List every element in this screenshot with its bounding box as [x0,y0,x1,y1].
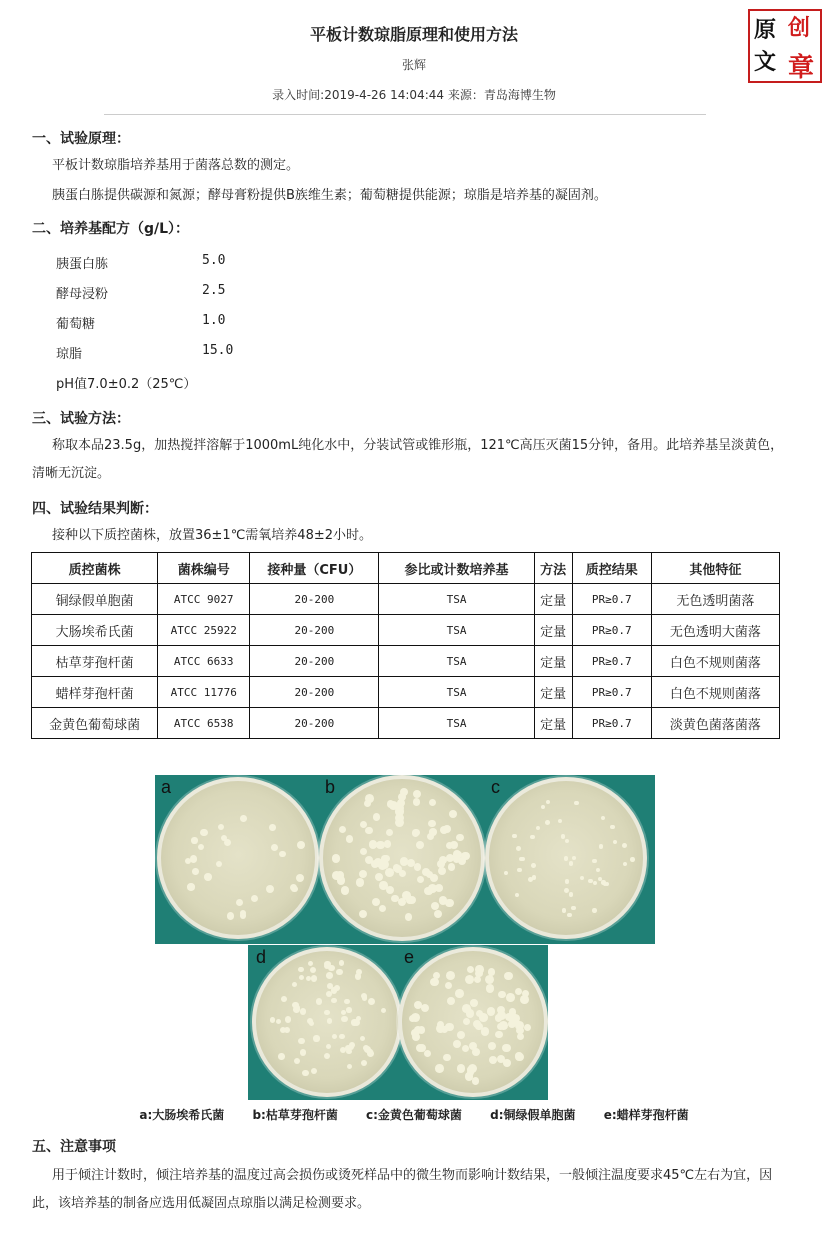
table-cell: 枯草芽孢杆菌 [32,646,158,677]
colony [462,1045,469,1052]
colony [485,975,494,984]
section-heading-results: 四、试验结果判断： [32,501,158,517]
stamp-char-2: 创 [788,15,811,41]
table-cell: 定量 [534,615,572,646]
colony [324,1053,331,1060]
table-header-cell: 质控菌株 [32,553,158,584]
colony [511,1014,518,1021]
colony [337,876,345,884]
colony [465,975,474,984]
colony [221,835,227,841]
colony [218,824,224,830]
colony [341,1016,348,1023]
colony [545,820,550,825]
colony [466,1009,475,1018]
table-cell: ATCC 6538 [158,708,250,739]
table-cell: TSA [379,646,534,677]
formula-name: 胰蛋白胨 [56,257,109,272]
colony [580,876,584,880]
colony [313,1035,319,1041]
table-cell: PR≥0.7 [572,708,651,739]
colony [368,998,375,1005]
colony [326,972,333,979]
colony [470,999,478,1007]
colony [516,846,521,851]
colony [455,989,464,998]
colony [240,912,246,918]
colony [396,804,404,812]
formula-ph: pH值7.0±0.2（25℃） [56,377,197,392]
petri-dish-b [319,775,485,941]
table-row [32,646,780,677]
table-cell: 白色不规则菌落 [651,646,779,677]
colony [522,990,529,997]
colony [456,834,464,842]
petri-dish-c [485,777,647,939]
colony [359,910,368,919]
colony [481,1027,490,1036]
colony [381,1008,386,1013]
colony [192,868,199,875]
colony [353,1019,360,1026]
colony [375,873,383,881]
colony [309,1021,314,1026]
colony [495,1031,502,1038]
colony [565,839,569,843]
colony [430,874,438,882]
colony [412,829,420,837]
colony [546,800,550,804]
colony [487,1007,495,1015]
table-header-cell: 其他特征 [651,553,779,584]
colony [571,906,576,911]
colony [311,975,318,982]
table-cell: 蜡样芽孢杆菌 [32,677,158,708]
title-divider [104,114,706,115]
colony [302,1070,309,1077]
colony [281,996,287,1002]
colony [592,908,597,913]
record-meta: 录入时间:2019-4-26 14:04:44 来源：青岛海博生物 [272,88,556,102]
colony [564,856,568,860]
colony [236,899,243,906]
table-cell: ATCC 11776 [158,677,250,708]
colony [386,886,394,894]
colony [240,815,247,822]
colony [300,1049,306,1055]
colony [400,857,409,866]
colony [476,1010,483,1017]
table-cell: 20-200 [250,615,379,646]
formula-value: 1.0 [202,313,226,328]
colony [327,1018,333,1024]
colony [365,827,372,834]
colony [593,881,597,885]
colony [435,1064,443,1072]
colony [398,898,406,906]
colony [292,982,297,987]
colony [498,991,505,998]
colony [269,824,275,830]
colony [204,873,212,881]
colony [561,834,565,838]
colony [276,1019,281,1024]
colony [428,820,435,827]
colony [457,1064,465,1072]
colony [531,863,536,868]
table-cell: PR≥0.7 [572,615,651,646]
table-cell: TSA [379,584,534,615]
colony [384,840,392,848]
colony [417,876,424,883]
colony [266,885,274,893]
colony [431,902,439,910]
table-header-cell: 菌株编号 [158,553,250,584]
colony [190,855,198,863]
colony [251,895,258,902]
table-cell: ATCC 25922 [158,615,250,646]
table-cell: TSA [379,708,534,739]
colony [414,863,421,870]
colony [512,834,517,839]
colony [198,844,204,850]
colony [191,837,197,843]
colony [360,1036,365,1041]
colony [467,966,474,973]
colony [461,852,470,861]
colony [434,910,442,918]
page-title: 平板计数琼脂原理和使用方法 [309,25,518,44]
colony [429,828,436,835]
table-cell: 定量 [534,677,572,708]
colony [565,879,569,883]
table-cell: 金黄色葡萄球菌 [32,708,158,739]
colony [438,867,446,875]
method-para: 称取本品23.5g，加热搅拌溶解于1000mL纯化水中，分装试管或锥形瓶，121℃高压灭菌15分钟，备用。此培养基呈淡黄色，清晰无沉淀。 [32,438,784,481]
stamp-char-3: 文 [754,49,777,75]
table-cell: 20-200 [250,708,379,739]
colony [327,983,333,989]
colony [536,826,540,830]
colony [278,1053,284,1059]
table-cell: 定量 [534,708,572,739]
table-cell: ATCC 9027 [158,584,250,615]
colony [429,799,436,806]
colony [311,1068,317,1074]
colony [271,844,278,851]
colony [524,1024,531,1031]
colony [346,1007,351,1012]
colony [414,1001,422,1009]
colony [279,851,285,857]
colony [592,859,596,863]
table-cell: ATCC 6633 [158,646,250,677]
caption-item: c:金黄色葡萄球菌 [366,1108,462,1122]
colony [316,998,323,1005]
table-cell: 淡黄色菌落菌落 [651,708,779,739]
colony [299,975,304,980]
colony [517,868,522,873]
table-row [32,584,780,615]
table-row [32,708,780,739]
colony [346,835,354,843]
colony [601,816,605,820]
colony [472,1077,479,1084]
dish-label-c: c [491,777,500,797]
colony [443,825,451,833]
colony [562,908,566,912]
formula-name: 琼脂 [56,347,83,362]
table-cell: 无色透明菌落 [651,584,779,615]
colony [331,998,336,1003]
colony [361,1060,367,1066]
colony [373,813,380,820]
table-cell: TSA [379,615,534,646]
colony [376,841,384,849]
colony [450,841,458,849]
colony [610,825,615,830]
colony [406,897,413,904]
colony [630,857,635,862]
colony [409,1015,416,1022]
colony [613,840,617,844]
colony [569,861,574,866]
colony [517,1033,524,1040]
colony [488,1042,496,1050]
table-cell: PR≥0.7 [572,646,651,677]
table-cell: 无色透明大菌落 [651,615,779,646]
table-header-cell: 质控结果 [572,553,651,584]
colony [372,898,380,906]
table-row [32,615,780,646]
colony [447,997,455,1005]
author: 张辉 [401,58,426,72]
colony [400,788,408,796]
petri-dish-e [398,947,548,1097]
colony [502,1044,511,1053]
colony [446,971,455,980]
formula-value: 2.5 [202,283,226,298]
colony [291,886,297,892]
section-heading-formula: 二、培养基配方（g/L）： [32,221,190,237]
table-cell: 定量 [534,646,572,677]
colony [332,1034,337,1039]
dish-label-a: a [161,777,172,797]
colony [416,841,424,849]
colony [285,1016,292,1023]
principle-para-1: 平板计数琼脂培养基用于菌落总数的测定。 [52,158,300,173]
colony [623,862,627,866]
colony [504,972,513,981]
colony [424,887,433,896]
colony [369,840,377,848]
colony [475,965,483,973]
original-article-stamp [744,3,822,85]
table-cell: 铜绿假单胞菌 [32,584,158,615]
formula-value: 5.0 [202,253,226,268]
colony [298,1038,304,1044]
colony [379,905,386,912]
table-row [32,677,780,708]
colony [506,993,515,1002]
colony [399,870,407,878]
table-header-cell: 接种量（CFU） [250,553,379,584]
photo-caption [0,1106,828,1123]
formula-value: 15.0 [202,343,234,358]
colony [367,1050,374,1057]
section-heading-principle: 一、试验原理： [32,131,130,147]
colony [558,819,562,823]
table-header-cell: 方法 [534,553,572,584]
colony [412,1033,420,1041]
table-header-cell: 参比或计数培养基 [379,553,534,584]
colony [463,1018,471,1026]
colony [486,984,495,993]
caption-item: a:大肠埃希氏菌 [139,1108,225,1122]
colony [515,1053,524,1062]
colony [469,1042,477,1050]
petri-photo-top [155,775,655,944]
qc-strain-table [31,552,780,739]
colony [300,1008,307,1015]
colony [310,967,316,973]
colony [345,1045,351,1051]
colony [599,844,604,849]
formula-name: 葡萄糖 [56,317,96,332]
caption-item: d:铜绿假单胞菌 [490,1108,576,1122]
colony [365,794,374,803]
colony [453,1040,461,1048]
section-heading-notes: 五、注意事项 [32,1139,116,1155]
colony [519,857,524,862]
results-para: 接种以下质控菌株，放置36±1℃需氧培养48±2小时。 [52,528,373,543]
colony [347,1064,353,1070]
colony [294,1005,299,1010]
colony [200,829,208,837]
colony [448,863,456,871]
colony [336,969,343,976]
colony [530,835,535,840]
colony [356,878,364,886]
colony [430,978,438,986]
dish-label-d: d [256,947,267,967]
colony [541,805,545,809]
principle-para-2: 胰蛋白胨提供碳源和氮源；酵母膏粉提供B族维生素；葡萄糖提供能源；琼脂是培养基的凝固剂。 [52,188,607,203]
colony [445,982,452,989]
table-cell: 大肠埃希氏菌 [32,615,158,646]
colony [405,913,413,921]
petri-photo-bottom [248,945,548,1100]
colony [574,801,578,805]
colony [227,912,235,920]
colony [439,896,448,905]
colony [499,1021,508,1030]
table-cell: PR≥0.7 [572,584,651,615]
table-cell: TSA [379,677,534,708]
colony [413,790,421,798]
dish-label-e: e [404,947,415,967]
colony [416,1044,424,1052]
stamp-char-1: 原 [754,17,777,43]
colony [515,1021,524,1030]
stamp-char-4: 章 [788,53,815,83]
colony [504,871,508,875]
table-cell: 20-200 [250,677,379,708]
caption-item: e:蜡样芽孢杆菌 [603,1108,689,1122]
notes-para: 用于倾注计数时，倾注培养基的温度过高会损伤或烫死样品中的微生物而影响计数结果，一般倾注温度要求45℃左右为宜，因此，该培养基的制备应选用低凝固点琼脂以满足检测要求。 [32,1168,773,1211]
colony [294,1058,300,1064]
colony [296,874,304,882]
colony [308,961,313,966]
section-heading-method: 三、试验方法： [32,411,130,427]
caption-item: b:枯草芽孢杆菌 [252,1108,338,1122]
colony [489,1056,497,1064]
petri-dish-d [252,947,402,1097]
table-cell: 白色不规则菌落 [651,677,779,708]
table-cell: PR≥0.7 [572,677,651,708]
colony [588,879,592,883]
colony [341,886,349,894]
table-cell: 定量 [534,584,572,615]
colony [449,810,457,818]
petri-dish-a [157,777,319,939]
colony [297,841,305,849]
dish-label-b: b [325,777,336,797]
colony [359,870,367,878]
colony [515,988,522,995]
colony [386,829,393,836]
colony [324,1010,330,1016]
colony [596,868,600,872]
colony [339,960,344,965]
colony [216,861,222,867]
colony [457,1031,465,1039]
table-cell: 20-200 [250,584,379,615]
colony [355,973,362,980]
table-header-row [32,553,780,584]
colony [413,798,421,806]
colony [572,856,576,860]
colony [515,893,519,897]
colony [332,854,340,862]
colony [187,883,194,890]
colony [328,965,334,971]
colony [528,877,533,882]
colony [326,1044,331,1049]
colony [360,848,367,855]
formula-name: 酵母浸粉 [56,287,109,302]
colony [339,1034,344,1039]
colony [569,892,573,896]
colony [453,856,460,863]
colony [298,967,303,972]
table-cell: 20-200 [250,646,379,677]
colony [567,913,572,918]
colony [622,843,627,848]
colony [270,1017,276,1023]
colony [361,993,367,999]
colony [445,1023,453,1031]
colony [344,999,349,1004]
colony [339,826,346,833]
colony [443,1054,450,1061]
